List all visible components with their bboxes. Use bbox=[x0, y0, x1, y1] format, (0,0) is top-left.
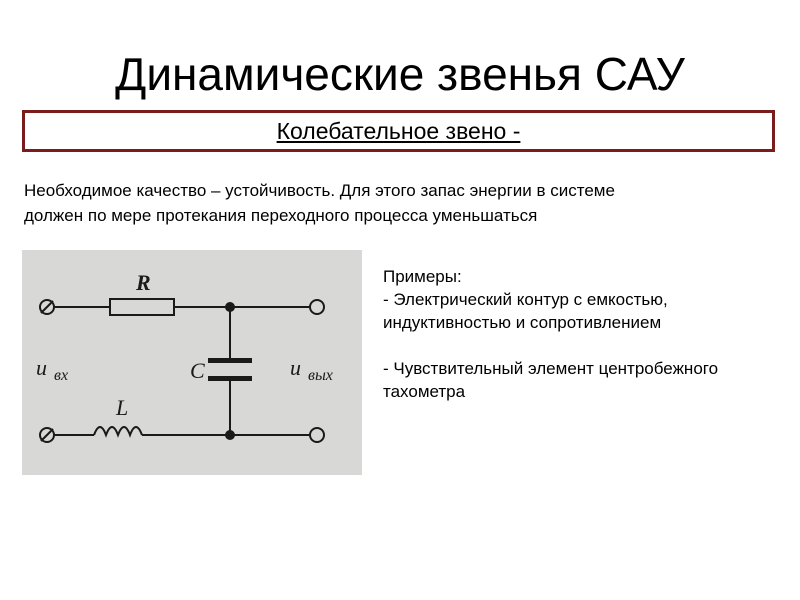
example-1-line-2: индуктивностью и сопротивлением bbox=[383, 313, 662, 332]
junction-top bbox=[225, 302, 235, 312]
subtitle: Колебательное звено - bbox=[276, 117, 521, 144]
capacitor-plate-bottom bbox=[208, 376, 252, 381]
examples-spacer bbox=[383, 334, 793, 357]
resistor-label: R bbox=[136, 270, 151, 295]
examples-list bbox=[383, 265, 793, 403]
output-terminal-bottom bbox=[310, 428, 324, 442]
example-2-line-1: - Чувствительный элемент центробежного bbox=[383, 359, 719, 378]
input-terminal-top-slash bbox=[41, 301, 53, 313]
example-2-line-2: тахометра bbox=[383, 382, 466, 401]
capacitor-label: C bbox=[190, 358, 205, 383]
circuit-svg bbox=[22, 250, 362, 475]
input-terminal-bottom-slash bbox=[41, 429, 53, 441]
inductor-label: L bbox=[116, 395, 129, 420]
output-voltage-label: u bbox=[290, 355, 301, 380]
input-voltage-label: u bbox=[36, 355, 47, 380]
capacitor-plate-top bbox=[208, 358, 252, 363]
inductor bbox=[94, 427, 142, 435]
description-paragraph bbox=[24, 178, 784, 228]
output-voltage-subscript: вых bbox=[308, 367, 333, 384]
junction-bottom bbox=[225, 430, 235, 440]
subtitle-box bbox=[22, 110, 775, 152]
paragraph-line-2: должен по мере протекания переходного процесса уменьшаться bbox=[24, 206, 538, 225]
slide-title: Динамические звенья САУ bbox=[115, 48, 685, 100]
resistor bbox=[110, 299, 174, 315]
output-terminal-top bbox=[310, 300, 324, 314]
circuit-diagram bbox=[22, 250, 362, 475]
paragraph-line-1: Необходимое качество – устойчивость. Для этого запас энергии в системе bbox=[24, 181, 615, 200]
input-voltage-subscript: вх bbox=[54, 367, 69, 384]
examples-heading: Примеры: bbox=[383, 267, 462, 286]
example-1-line-1: - Электрический контур с емкостью, bbox=[383, 290, 668, 309]
